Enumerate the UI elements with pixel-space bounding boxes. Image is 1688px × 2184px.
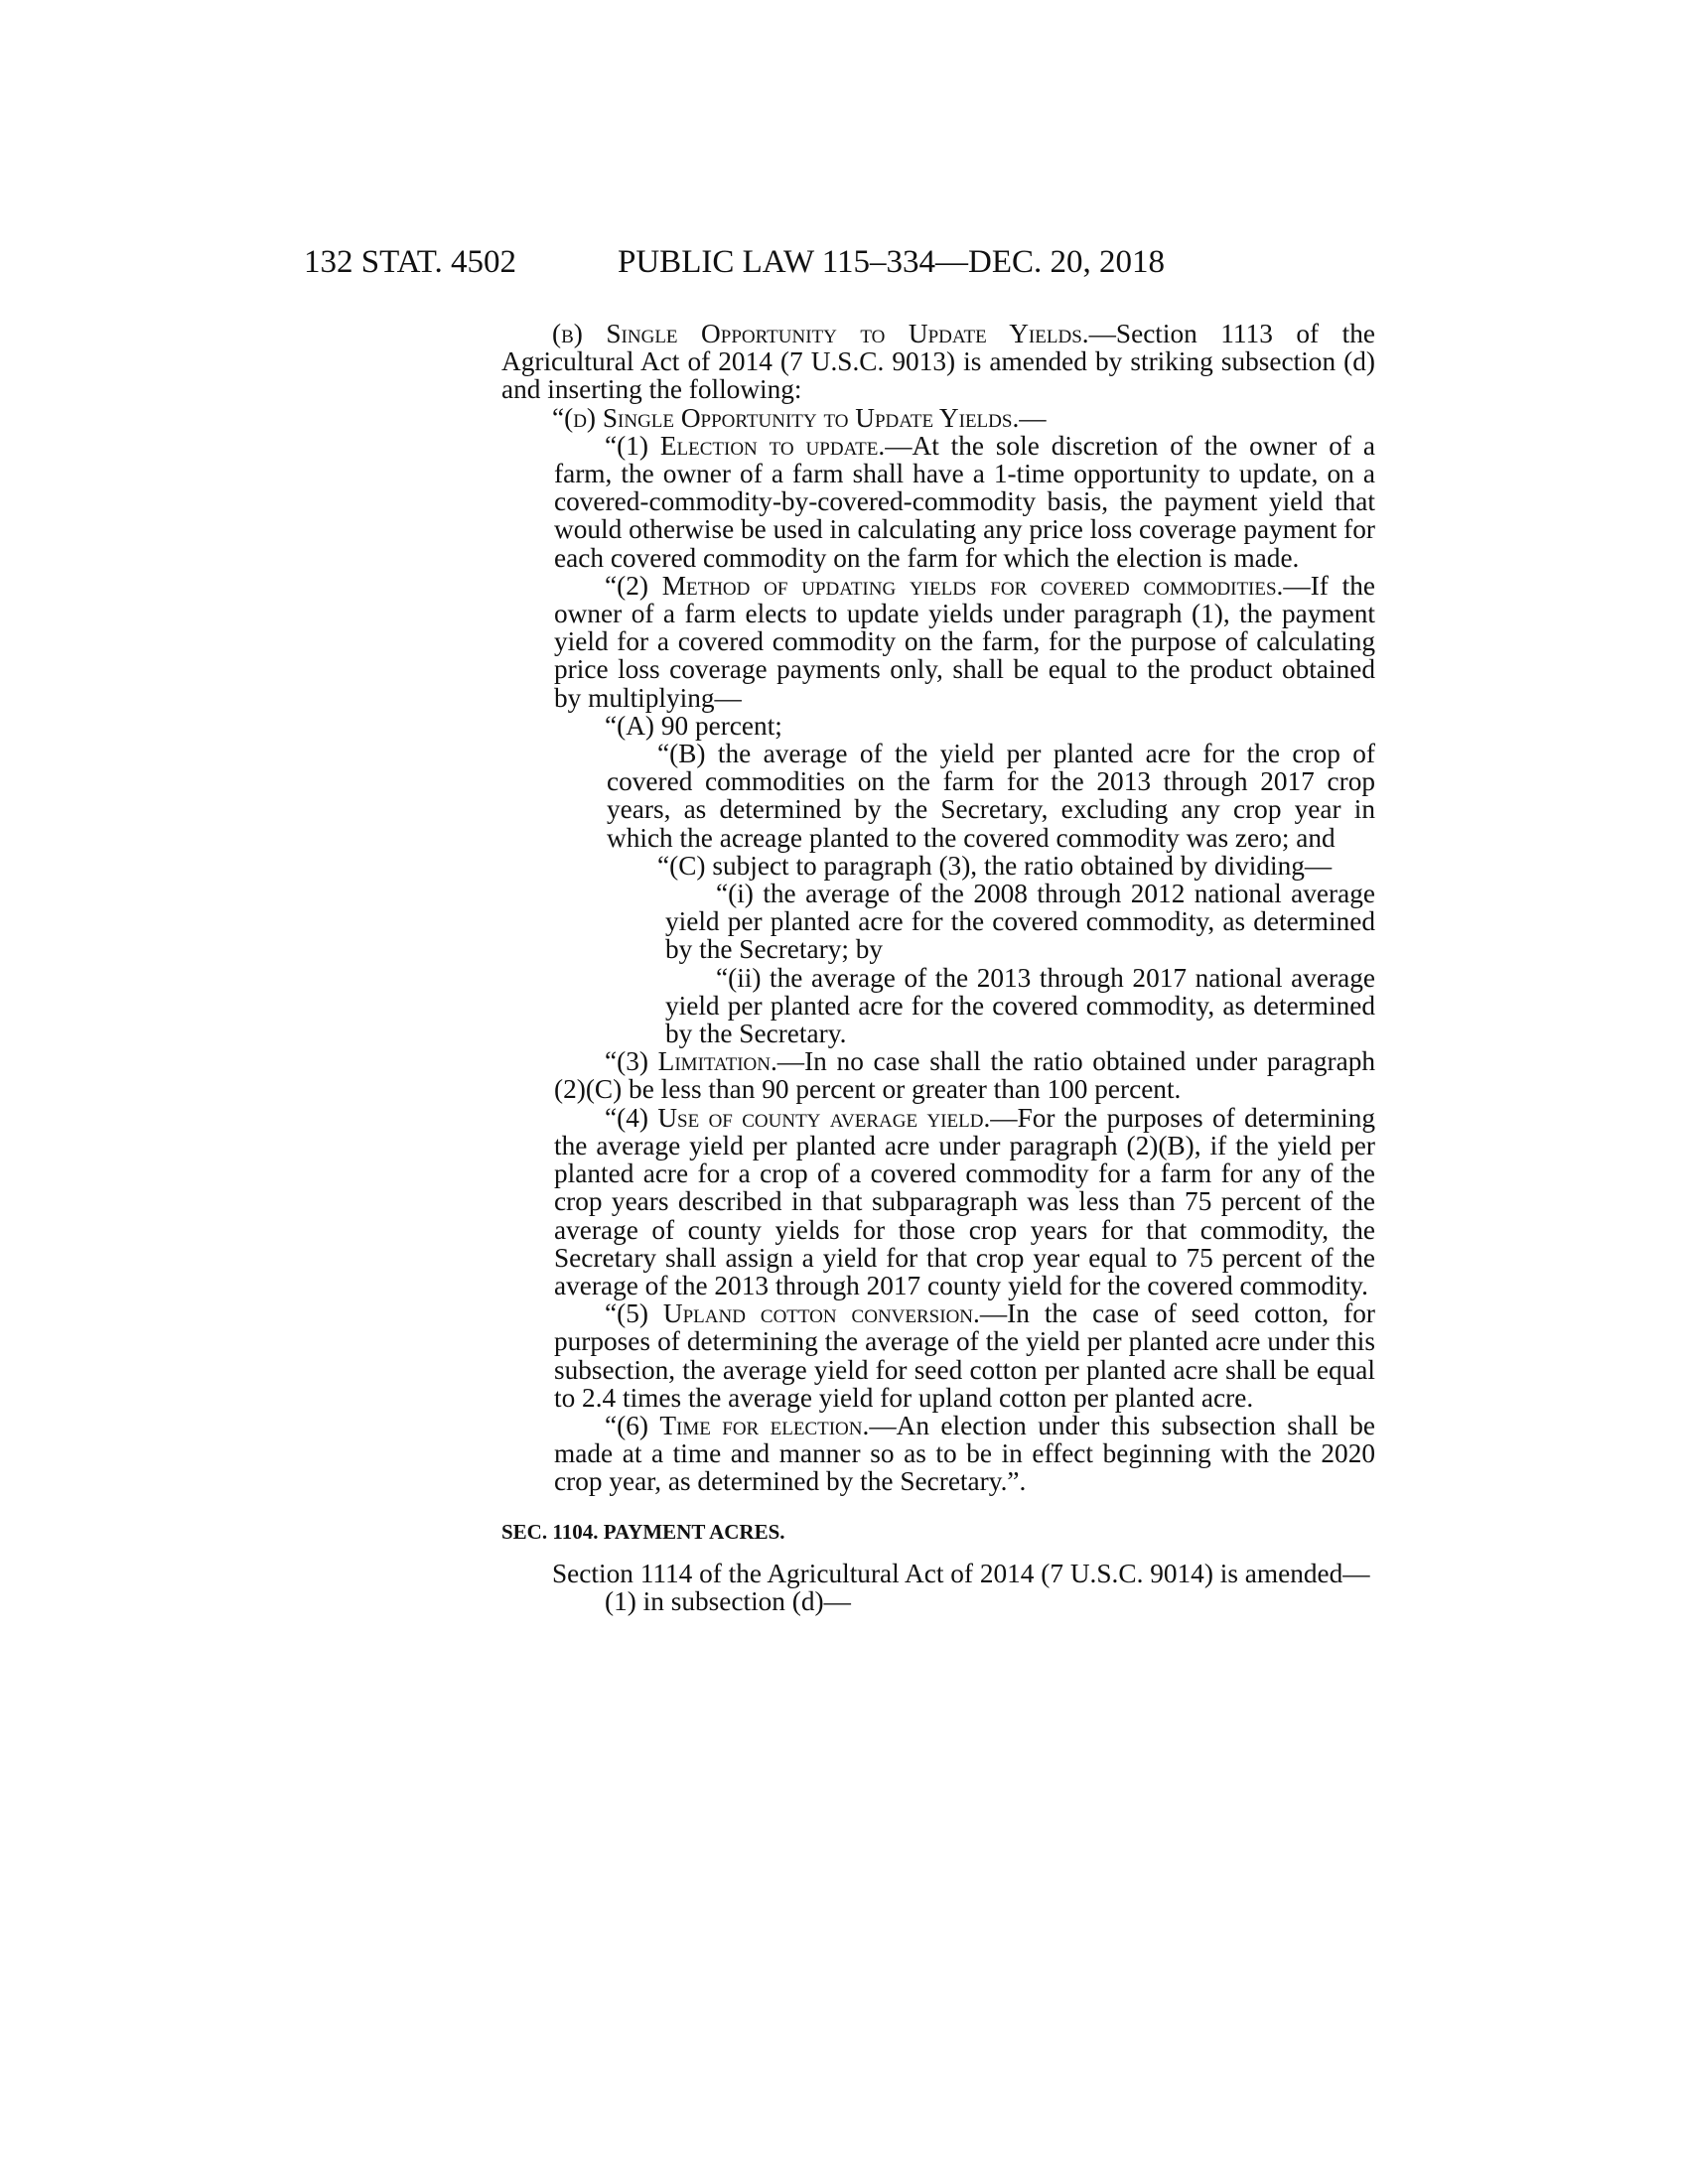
paragraph-5-heading: Upland cotton conversion. bbox=[662, 1298, 980, 1329]
paragraph-6-heading: Time for election. bbox=[659, 1410, 870, 1440]
paragraph-1-text: —At the sole discretion of the owner of a farm, the owner of a farm shall have a 1-time opportunity to update, on a covered-commodity-by-covered-commodity basis, the payment yield that would otherwise be used in calculating any price loss coverage payment for each covered commodity on the farm for which the election is made. bbox=[554, 430, 1375, 573]
paragraph-4-num: “(4) bbox=[605, 1102, 658, 1133]
paragraph-3-num: “(3) bbox=[605, 1046, 658, 1077]
clause-2c-ii: “(ii) the average of the 2013 through 2017 national average yield per planted acre for the covered commodity, as determined by the Secretary. bbox=[665, 962, 1375, 1049]
subparagraph-2b: “(B) the average of the yield per planted acre for the crop of covered commodities on the farm for the 2013 through 2017 crop years, as determined by the Secretary, excluding any crop year in which the acreage planted to the covered commodity was zero; and bbox=[607, 739, 1375, 853]
paragraph-5-text: —In the case of seed cotton, for purposes of determining the average of the yield per planted acre under this subsection, the average yield for seed cotton per planted acre shall be equal to 2.4 times the average yield for upland cotton per planted acre. bbox=[554, 1298, 1376, 1413]
paragraph-b-text: —Section 1113 of the Agricultural Act of 2014 (7 U.S.C. 9013) is amended by striking subsection (d) and inserting the following: bbox=[501, 319, 1375, 405]
paragraph-b bbox=[501, 320, 1375, 404]
page-header bbox=[304, 244, 1227, 284]
paragraph-6 bbox=[554, 1412, 1375, 1496]
section-1104-intro: Section 1114 of the Agricultural Act of 2014 (7 U.S.C. 9014) is amended— bbox=[552, 1558, 1370, 1588]
paragraph-b-heading: (b) Single Opportunity to Update Yields. bbox=[552, 319, 1089, 348]
paragraph-2-heading: Method of updating yields for covered commodities. bbox=[661, 570, 1284, 601]
paragraph-1-heading: Election to update. bbox=[659, 430, 886, 461]
subparagraph-2c: “(C) subject to paragraph (3), the ratio obtained by dividing— bbox=[657, 850, 1333, 881]
paragraph-4 bbox=[554, 1104, 1375, 1299]
subparagraph-2a: “(A) 90 percent; bbox=[605, 710, 782, 741]
section-1104-item-1: (1) in subsection (d)— bbox=[605, 1585, 851, 1616]
paragraph-3-heading: Limitation. bbox=[657, 1046, 777, 1077]
paragraph-2-num: “(2) bbox=[605, 570, 662, 601]
paragraph-4-heading: Use of county average yield. bbox=[657, 1102, 991, 1133]
public-law-title: PUBLIC LAW 115–334—DEC. 20, 2018 bbox=[618, 244, 1166, 280]
section-1104-heading: SEC. 1104. PAYMENT ACRES. bbox=[501, 1519, 785, 1544]
paragraph-3-text: —In no case shall the ratio obtained under paragraph (2)(C) be less than 90 percent or greater than 100 percent. bbox=[554, 1046, 1375, 1105]
paragraph-5 bbox=[554, 1299, 1375, 1412]
paragraph-6-num: “(6) bbox=[605, 1410, 660, 1440]
paragraph-1-num: “(1) bbox=[605, 430, 660, 461]
paragraph-1 bbox=[554, 432, 1375, 572]
paragraph-2 bbox=[554, 572, 1375, 712]
paragraph-6-text: —An election under this subsection shall be made at a time and manner so as to be in effect beginning with the 2020 crop year, as determined by the Secretary.”. bbox=[554, 1410, 1375, 1497]
document-body bbox=[501, 320, 1375, 1615]
statute-citation: 132 STAT. 4502 bbox=[304, 244, 517, 280]
paragraph-5-num: “(5) bbox=[605, 1298, 663, 1329]
subsection-d-title: “(d) Single Opportunity to Update Yields.— bbox=[552, 402, 1047, 433]
paragraph-4-text: —For the purposes of determining the average yield per planted acre under paragraph (2)(B), if the yield per planted acre for a crop of a covered commodity for a farm for any of the crop years described in that subparagraph was less than 75 percent of the average of county yields for those crop years for that commodity, the Secretary shall assign a yield for that crop year equal to 75 percent of the average of the 2013 through 2017 county yield for the covered commodity. bbox=[554, 1102, 1376, 1300]
paragraph-3 bbox=[554, 1047, 1375, 1103]
paragraph-2-text: —If the owner of a farm elects to update yields under paragraph (1), the payment yield for a covered commodity on the farm, for the purpose of calculating price loss coverage payments only, shall be equal to the product obtained by multiplying— bbox=[554, 570, 1375, 713]
clause-2c-i: “(i) the average of the 2008 through 2012 national average yield per planted acre for the covered commodity, as determined by the Secretary; by bbox=[665, 879, 1375, 965]
subsection-d-heading bbox=[501, 404, 1375, 432]
